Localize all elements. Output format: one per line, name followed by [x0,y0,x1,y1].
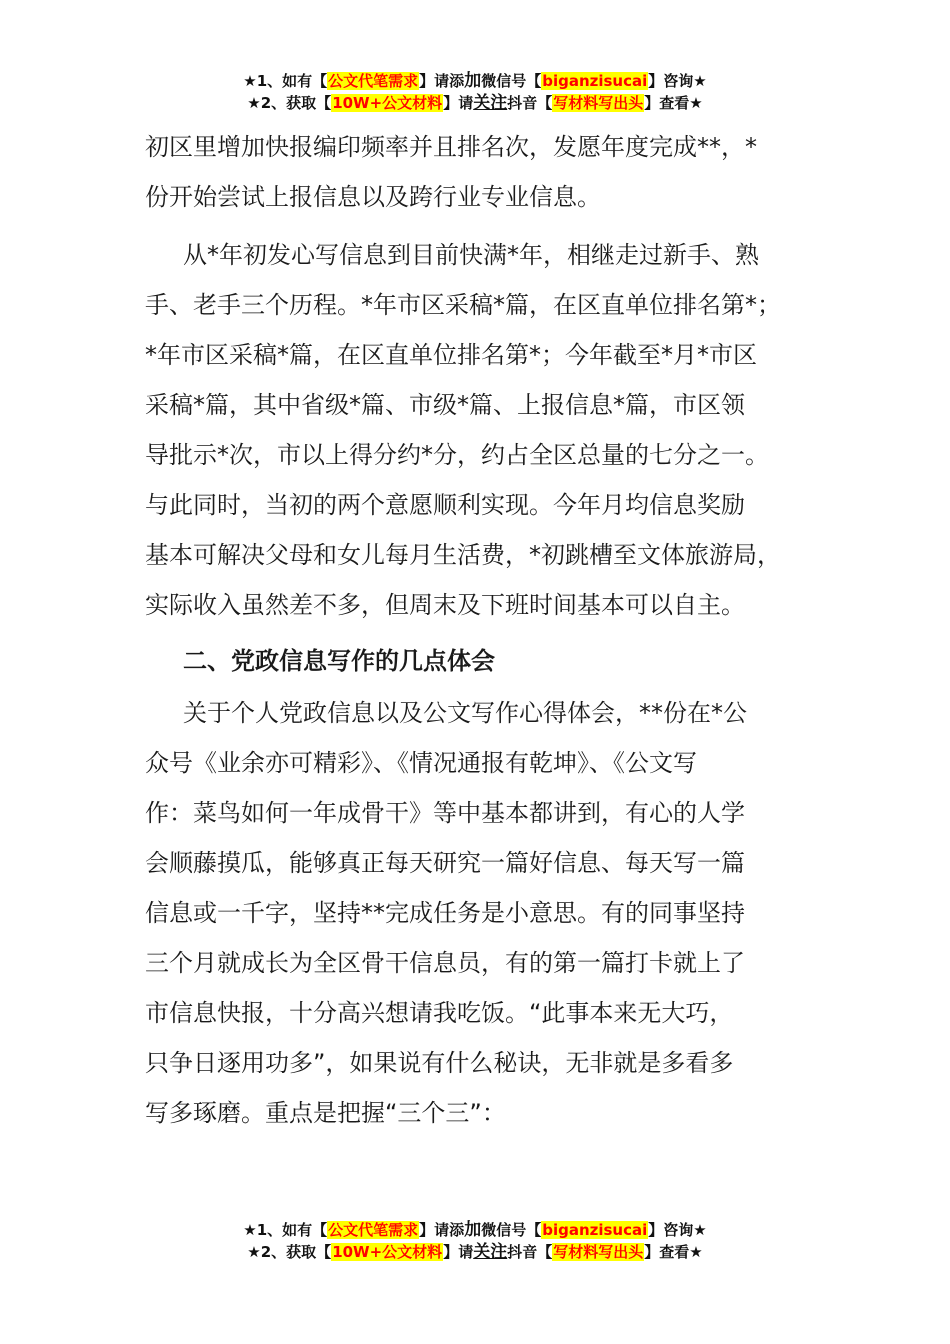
banner-text: 】请 [443,1243,474,1261]
banner-text: 加 [464,71,482,91]
header-banner [0,70,950,114]
douyin-account: 写材料写出头 [553,1243,644,1261]
paragraph-line: 与此同时，当初的两个意愿顺利实现。今年月均信息奖励 [145,491,745,519]
paragraph-line: 三个月就成长为全区骨干信息员，有的第一篇打卡就上了 [145,949,745,977]
banner-line-1 [0,70,950,92]
banner-text: 加 [464,1220,482,1240]
paragraph-line: 会顺藤摸瓜，能够真正每天研究一篇好信息、每天写一篇 [145,849,745,877]
banner-text: 】查看★ [644,1243,703,1261]
document-body [145,122,835,1138]
banner-text: 】请添 [419,72,465,90]
banner-text: 关注 [473,1242,508,1262]
paragraph-line: 导批示*次，市以上得分约*分，约占全区总量的七分之一。 [145,441,769,469]
banner-text: 】请添 [419,1221,465,1239]
banner-text: 抖音【 [507,94,553,112]
banner-line-1 [0,1219,950,1241]
wechat-id: biganzisucai [542,72,648,90]
banner-text: 】查看★ [644,94,703,112]
banner-line-2 [0,1241,950,1263]
paragraph-line: 写多琢磨。重点是把握“三个三”： [145,1099,506,1127]
section-heading: 二、党政信息写作的几点体会 [183,647,495,675]
douyin-account: 写材料写出头 [553,94,644,112]
banner-text: ★2、获取【 [247,1243,332,1261]
paragraph-line: *年市区采稿*篇，在区直单位排名第*；今年截至*月*市区 [145,341,757,369]
paragraph-line: 市信息快报，十分高兴想请我吃饭。“此事本来无大巧， [145,999,734,1027]
paragraph-line: 只争日逐用功多”，如果说有什么秘诀，无非就是多看多 [145,1049,734,1077]
banner-text: 微信号【 [481,1221,542,1239]
banner-text: 抖音【 [507,1243,553,1261]
highlight-text: 10W+公文材料 [332,1243,443,1261]
wechat-id: biganzisucai [542,1221,648,1239]
highlight-text: 公文代笔需求 [328,1221,419,1239]
highlight-text: 10W+公文材料 [332,94,443,112]
banner-text: 关注 [473,93,508,113]
paragraph-line: 作：菜鸟如何一年成骨干》等中基本都讲到，有心的人学 [145,799,745,827]
banner-text: ★1、如有【 [243,72,328,90]
paragraph-line: 份开始尝试上报信息以及跨行业专业信息。 [145,183,601,211]
paragraph-line: 初区里增加快报编印频率并且排名次，发愿年度完成**，* [145,133,757,161]
highlight-text: 公文代笔需求 [328,72,419,90]
banner-text: 】咨询★ [648,1221,707,1239]
paragraph-line: 手、老手三个历程。*年市区采稿*篇，在区直单位排名第*； [145,291,781,319]
footer-banner [0,1219,950,1263]
banner-text: 】咨询★ [648,72,707,90]
banner-line-2 [0,92,950,114]
paragraph-line: 关于个人党政信息以及公文写作心得体会，**份在*公 [183,699,747,727]
paragraph-line: 实际收入虽然差不多，但周末及下班时间基本可以自主。 [145,591,745,619]
banner-text: 】请 [443,94,474,112]
paragraph-line: 采稿*篇，其中省级*篇、市级*篇、上报信息*篇，市区领 [145,391,745,419]
paragraph-line: 信息或一千字，坚持**完成任务是小意思。有的同事坚持 [145,899,745,927]
paragraph-line: 众号《业余亦可精彩》、《情况通报有乾坤》、《公文写 [145,749,697,777]
banner-text: ★1、如有【 [243,1221,328,1239]
paragraph-line: 基本可解决父母和女儿每月生活费，*初跳槽至文体旅游局， [145,541,781,569]
banner-text: ★2、获取【 [247,94,332,112]
paragraph-line: 从*年初发心写信息到目前快满*年，相继走过新手、熟 [183,241,759,269]
banner-text: 微信号【 [481,72,542,90]
